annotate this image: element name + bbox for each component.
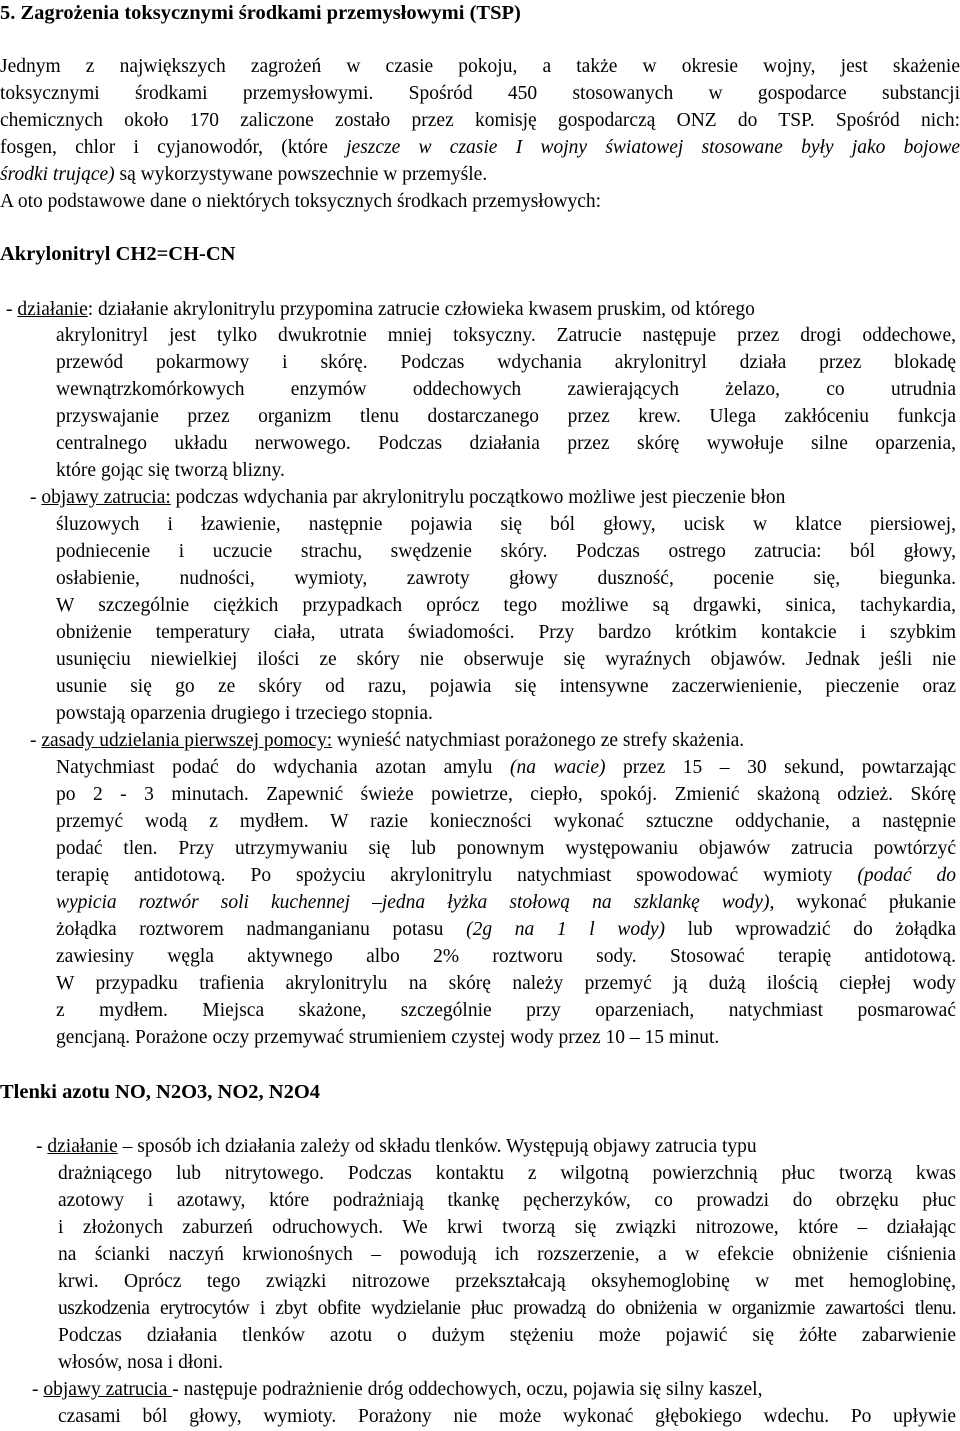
paragraph-line: przemyć wodą z mydłem. W razie konieczności wykonać sztuczne oddychanie, a następnie [56, 811, 956, 832]
paragraph-line: przewód pokarmowy i skórę. Podczas wdychania akrylonitryl działa przez blokadę [56, 352, 956, 373]
paragraph-line: terapię antidotową. Po spożyciu akrylonitrylu natychmiast spowodować wymioty (podać do [56, 865, 956, 886]
first-aid-label: zasady udzielania pierwszej pomocy: [41, 730, 333, 751]
paragraph-line: przyswajanie przez organizm tlenu dostarczanego przez krew. Ulega zakłóceniu funkcja [56, 406, 956, 427]
paragraph-line: czasami ból głowy, wymioty. Porażony nie może wykonać głębokiego wdechu. Po upływie [58, 1406, 956, 1427]
paragraph-line: usunięciu niewielkiej ilości ze skóry nie obserwuje się wyraźnych objawów. Jednak jeśli nie [56, 649, 956, 670]
paragraph-line: włosów, nosa i dłoni. [58, 1352, 224, 1373]
paragraph-line: powstają oparzenia drugiego i trzeciego stopnia. [56, 703, 433, 724]
intro-line: chemicznych około 170 zaliczone zostało przez komisję gospodarczą ONZ do TSP. Spośród nich: [0, 110, 960, 131]
intro-line: Jednym z największych zagrożeń w czasie pokoju, a także w okresie wojny, jest skażenie [0, 56, 960, 77]
action-paragraph-first-line: - działanie – sposób ich działania zależy od składu tlenków. Występują objawy zatrucia typu [36, 1136, 757, 1157]
paragraph-line: uszkodzenia erytrocytów i zbyt obfite wydzielanie płuc prowadzą do obniżenia w organizmie zawartości tlenu. [58, 1298, 956, 1319]
action-label: działanie [47, 1136, 118, 1157]
symptoms-label: objawy zatrucia [43, 1379, 173, 1400]
paragraph-line: usunie się go ze skóry od razu, pojawia się intensywne zaczerwienienie, pieczenie oraz [56, 676, 956, 697]
first-aid-paragraph-first-line: - zasady udzielania pierwszej pomocy: wynieść natychmiast porażonego ze strefy skażenia. [30, 730, 745, 751]
paragraph-line: na ścianki naczyń krwionośnych – powodują ich rozszerzenie, a w efekcie obniżenie ciśnienia [58, 1244, 956, 1265]
action-label: działanie [17, 299, 88, 320]
paragraph-line: azotowy i azotawy, które podrażniają tkankę pęcherzyków, co prowadzi do obrzęku płuc [58, 1190, 956, 1211]
section-title: 5. Zagrożenia toksycznymi środkami przemysłowymi (TSP) [0, 2, 521, 24]
intro-line: A oto podstawowe dane o niektórych toksycznych środkach przemysłowych: [0, 191, 602, 212]
intro-line: toksycznymi środkami przemysłowymi. Spośród 450 stosowanych w gospodarce substancji [0, 83, 960, 104]
paragraph-line: gencjaną. Porażone oczy przemywać strumieniem czystej wody przez 10 – 15 minut. [56, 1027, 720, 1048]
action-paragraph-first-line: - działanie: działanie akrylonitrylu przypomina zatrucie człowieka kwasem pruskim, od którego [6, 299, 755, 320]
paragraph-line: centralnego układu nerwowego. Podczas działania przez skórę wywołuje silne oparzenia, [56, 433, 956, 454]
paragraph-line: z mydłem. Miejsca skażone, szczególnie przy oparzeniach, natychmiast posmarować [56, 1000, 956, 1021]
paragraph-line: Natychmiast podać do wdychania azotan amylu (na wacie) przez 15 – 30 sekund, powtarzając [56, 757, 956, 778]
symptoms-paragraph-first-line: - objawy zatrucia - następuje podrażnienie dróg oddechowych, oczu, pojawia się silny kaszel, [32, 1379, 763, 1400]
symptoms-paragraph-first-line: - objawy zatrucia: podczas wdychania par akrylonitrylu początkowo możliwe jest pieczenie błon [30, 487, 786, 508]
intro-line: środki trujące) są wykorzystywane powszechnie w przemyśle. [0, 164, 488, 185]
paragraph-line: drażniącego lub nitrytowego. Podczas kontaktu z wilgotną powierzchnią płuc tworzą kwas [58, 1163, 956, 1184]
paragraph-line: żołądka roztworem nadmanganianu potasu (2g na 1 l wody) lub wprowadzić do żołądka [56, 919, 956, 940]
paragraph-line: które gojąc się tworzą blizny. [56, 460, 285, 481]
paragraph-line: obniżenie temperatury ciała, utrata świadomości. Przy bardzo krótkim kontakcie i szybkim [56, 622, 956, 643]
paragraph-line: akrylonitryl jest tylko dwukrotnie mniej toksyczny. Zatrucie następuje przez drogi oddechowe, [56, 325, 956, 346]
substance-heading-acrylonitrile: Akrylonitryl CH2=CH-CN [0, 243, 236, 265]
paragraph-line: wypicia roztwór soli kuchennej –jedna łyżka stołową na szklankę wody), wykonać płukanie [56, 892, 956, 913]
paragraph-line: W szczególnie ciężkich przypadkach oprócz tego możliwe są drgawki, sinica, tachykardia, [56, 595, 956, 616]
paragraph-line: podniecenie i uczucie strachu, swędzenie skóry. Podczas ostrego zatrucia: ból głowy, [56, 541, 956, 562]
paragraph-line: podać tlen. Przy utrzymywaniu się lub ponownym występowaniu objawów zatrucia powtórzyć [56, 838, 956, 859]
paragraph-line: krwi. Oprócz tego związki nitrozowe przekształcają oksyhemoglobinę w met hemoglobinę, [58, 1271, 956, 1292]
paragraph-line: i złożonych zaburzeń odruchowych. We krwi tworzą się związki nitrozowe, które – działając [58, 1217, 956, 1238]
symptoms-label: objawy zatrucia: [41, 487, 171, 508]
intro-line: fosgen, chlor i cyjanowodór, (które jeszcze w czasie I wojny światowej stosowane były jako bojowe [0, 137, 960, 158]
paragraph-line: po 2 - 3 minutach. Zapewnić świeże powietrze, ciepło, spokój. Zmienić skażoną odzież. Skórę [56, 784, 956, 805]
paragraph-line: śluzowych i łzawienie, następnie pojawia się ból głowy, ucisk w klatce piersiowej, [56, 514, 956, 535]
paragraph-line: Podczas działania tlenków azotu o dużym stężeniu może pojawić się żółte zabarwienie [58, 1325, 956, 1346]
paragraph-line: zawiesiny węgla aktywnego albo 2% roztworu sody. Stosować terapię antidotową. [56, 946, 956, 967]
paragraph-line: wewnątrzkomórkowych enzymów oddechowych zawierających żelazo, co utrudnia [56, 379, 956, 400]
paragraph-line: osłabienie, nudności, wymioty, zawroty głowy duszność, pocenie się, biegunka. [56, 568, 956, 589]
paragraph-line: W przypadku trafienia akrylonitrylu na skórę należy przemyć ją dużą ilością ciepłej wody [56, 973, 956, 994]
substance-heading-nitrogen-oxides: Tlenki azotu NO, N2O3, NO2, N2O4 [0, 1081, 321, 1103]
